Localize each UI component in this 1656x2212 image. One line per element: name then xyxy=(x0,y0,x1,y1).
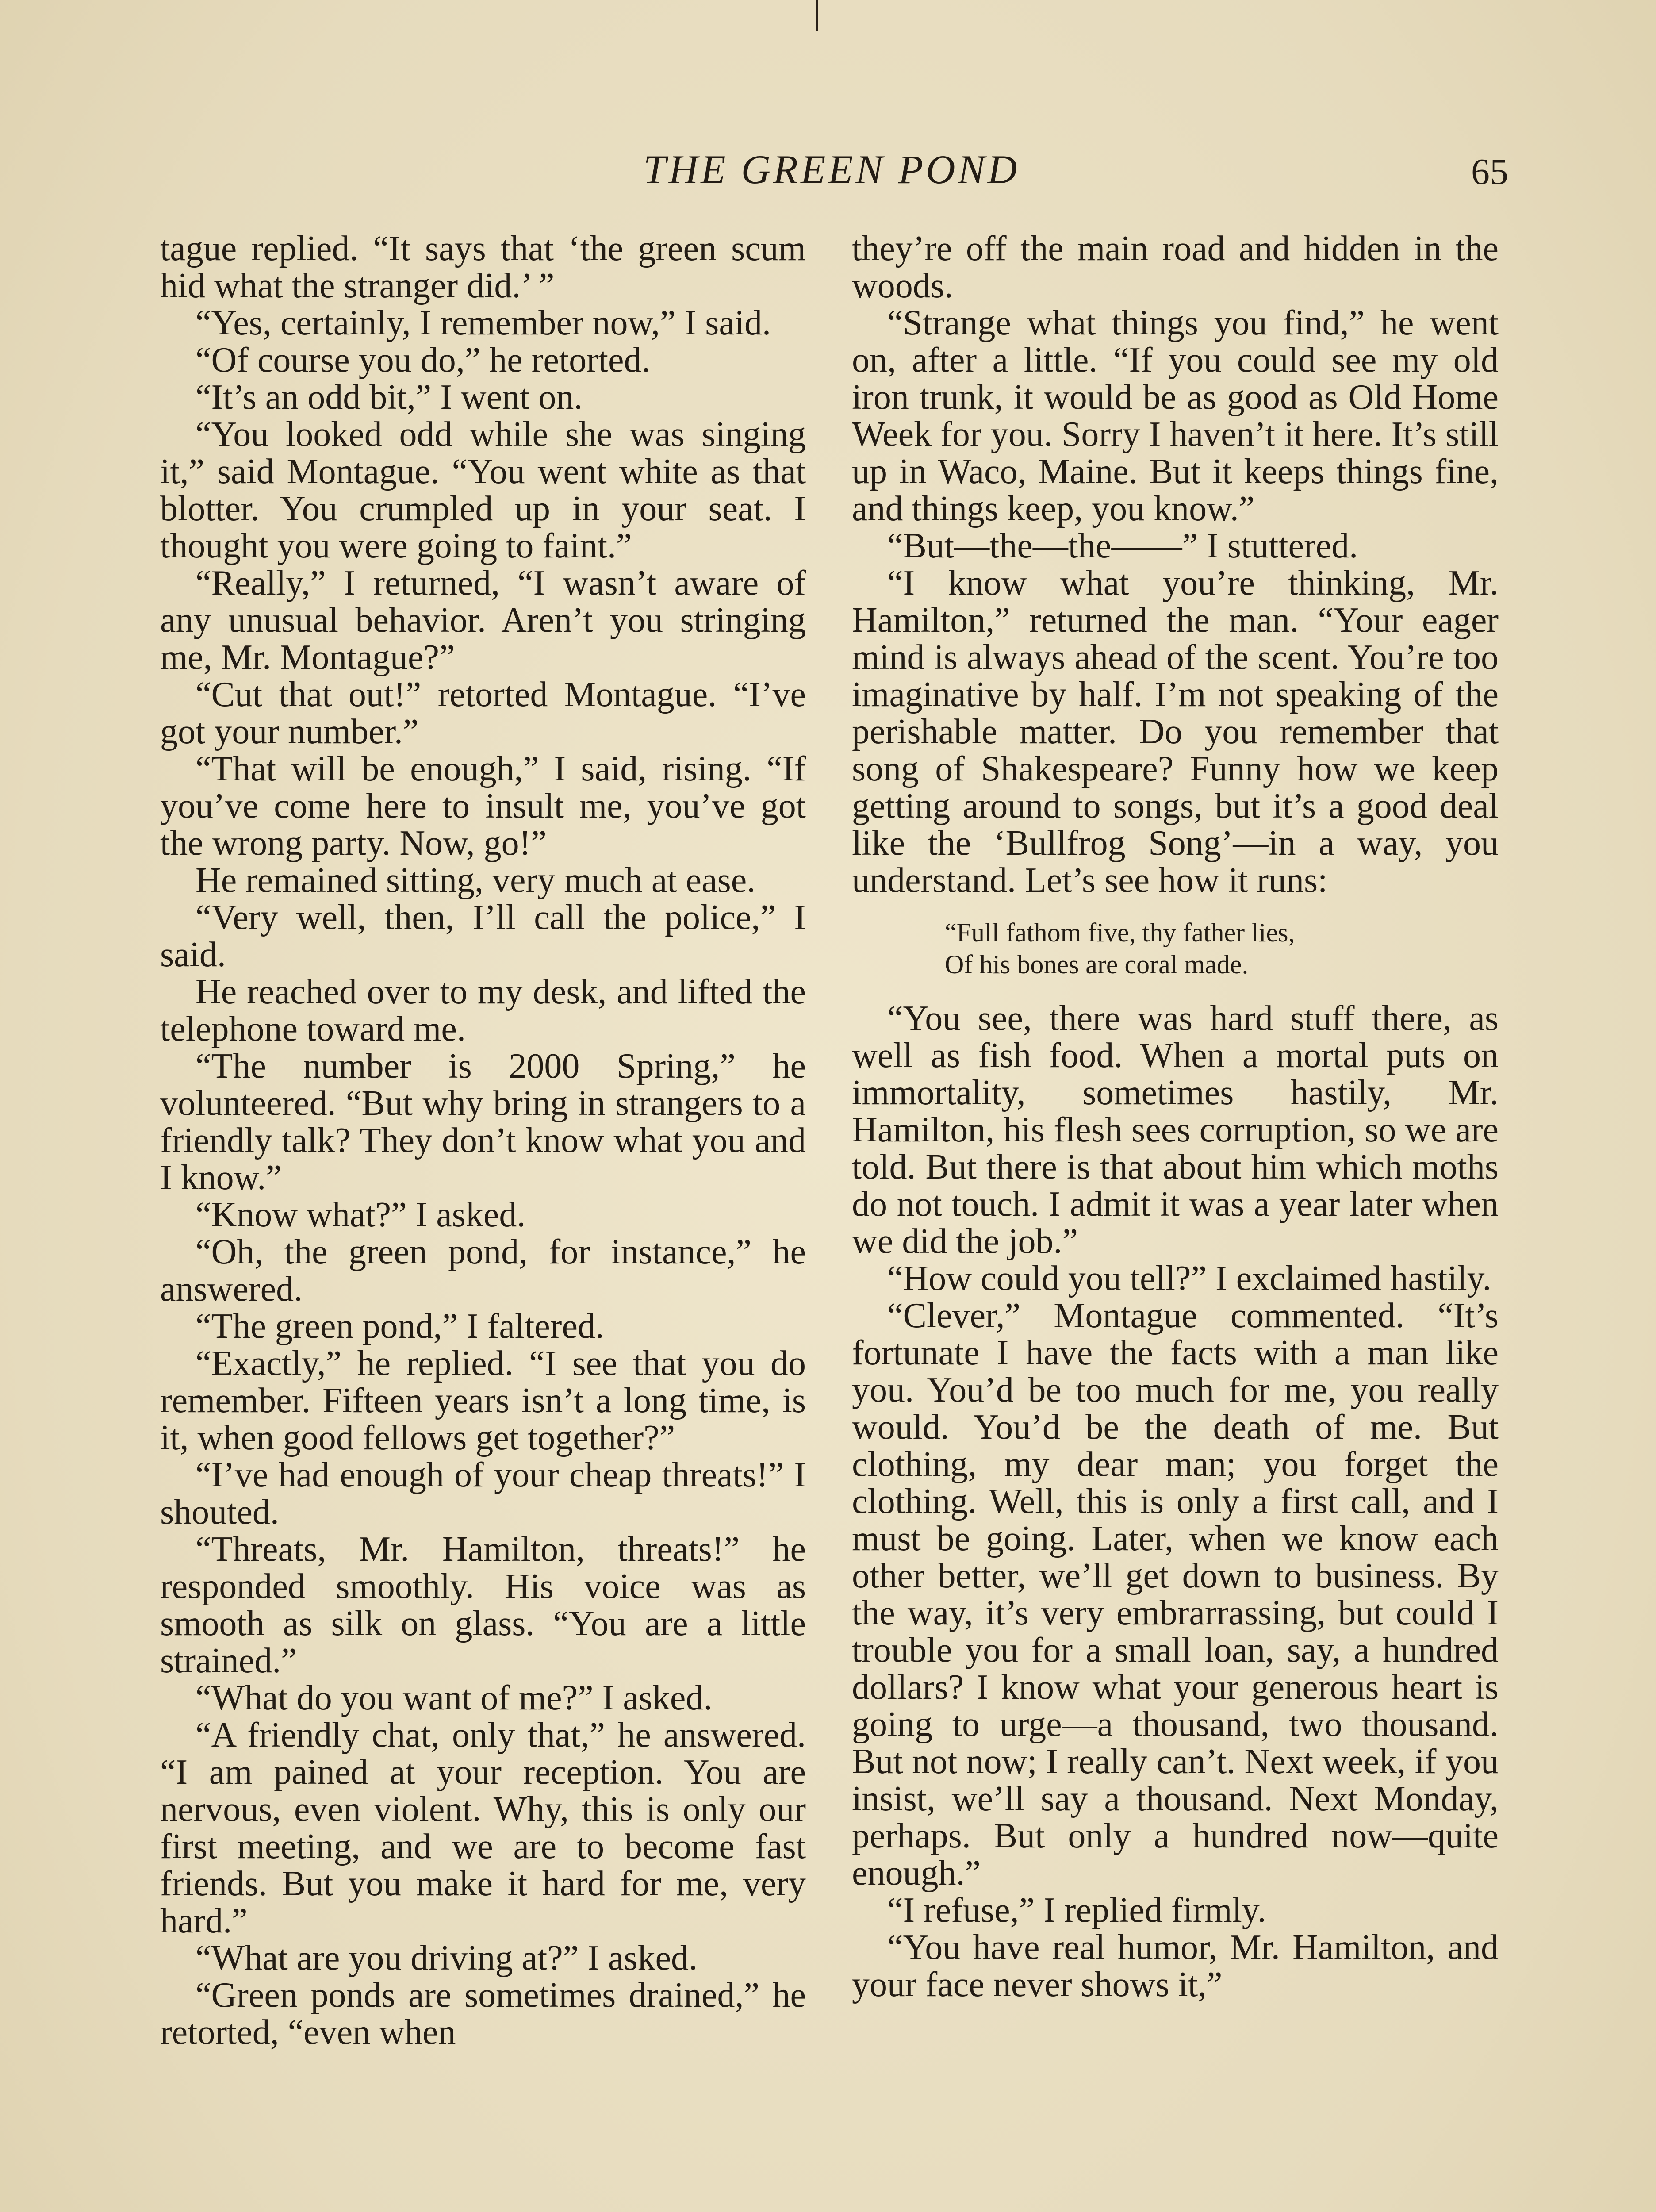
paragraph: He remained sitting, very much at ease. xyxy=(196,861,756,900)
paragraph: “Oh, the green pond, for instance,” he answered. xyxy=(160,1233,806,1309)
running-header-title: THE GREEN POND xyxy=(643,147,1020,192)
paragraph: “That will be enough,” I said, rising. “If you’ve come here to insult me, you’ve got the wrong party. Now, go!” xyxy=(160,749,806,863)
verse-quote xyxy=(852,917,1499,980)
paragraph: they’re off the main road and hidden in the woods. xyxy=(852,229,1499,305)
paragraph: “Very well, then, I’ll call the police,” I said. xyxy=(160,898,806,974)
paragraph: “You have real humor, Mr. Hamilton, and your face never shows it,” xyxy=(852,1928,1499,2004)
paragraph: “I know what you’re thinking, Mr. Hamilton,” returned the man. “Your eager mind is always ahead of the scent. You’re too imaginative by half. I’m not speaking of the perishable matter. Do you remember that song of Shakespeare? Funny how we keep getting around to songs, but it’s a good deal like the ‘Bullfrog Song’—in a way, you understand. Let’s see how it runs: xyxy=(852,564,1499,900)
paragraph: “Of course you do,” he retorted. xyxy=(196,341,651,380)
right-column xyxy=(852,230,1499,2003)
paragraph: “Exactly,” he replied. “I see that you do remember. Fifteen years isn’t a long time, is it, when good fellows get together?” xyxy=(160,1344,806,1457)
paragraph: “You see, there was hard stuff there, as well as fish food. When a mortal puts on immortality, sometimes hastily, Mr. Hamilton, his flesh sees corruption, so we are told. But there is that about him which moths do not touch. I admit it was a year later when we did the job.” xyxy=(852,999,1499,1261)
verse-line: “Full fathom five, thy father lies, xyxy=(945,918,1295,947)
paragraph: “You looked odd while she was singing it,” said Montague. “You went white as that blotter. You crumpled up in your seat. I thought you were going to faint.” xyxy=(160,415,806,565)
paragraph: tague replied. “It says that ‘the green scum hid what the stranger did.’ ” xyxy=(160,229,806,305)
left-column xyxy=(160,230,806,2051)
paragraph: “Clever,” Montague commented. “It’s fortunate I have the facts with a man like you. You’d be too much for me, you really would. You’d be the death of me. But clothing, my dear man; you forget the clothing. Well, this is only a first call, and I must be going. Later, when we know each other better, we’ll get down to business. By the way, it’s very embrarrassing, but could I trouble you for a small loan, say, a hundred dollars? I know what your generous heart is going to urge—a thousand, two thousand. But not now; I really can’t. Next week, if you insist, we’ll say a thousand. Next Monday, perhaps. But only a hundred now—quite enough.” xyxy=(852,1296,1499,1893)
paragraph: “I refuse,” I replied firmly. xyxy=(887,1891,1266,1930)
verse-line: Of his bones are coral made. xyxy=(945,950,1249,979)
paragraph: “I’ve had enough of your cheap threats!” I shouted. xyxy=(160,1455,806,1532)
paragraph: “Threats, Mr. Hamilton, threats!” he responded smoothly. His voice was as smooth as silk on glass. “You are a little strained.” xyxy=(160,1530,806,1680)
paragraph: “It’s an odd bit,” I went on. xyxy=(196,378,583,417)
paragraph: “But—the—the——” I stuttered. xyxy=(887,526,1358,565)
paragraph: “Cut that out!” retorted Montague. “I’ve got your number.” xyxy=(160,675,806,751)
page-number: 65 xyxy=(1471,151,1508,192)
paragraph: “Green ponds are sometimes drained,” he retorted, “even when xyxy=(160,1976,806,2052)
paragraph: He reached over to my desk, and lifted the telephone toward me. xyxy=(160,972,806,1048)
paragraph: “What do you want of me?” I asked. xyxy=(196,1678,713,1717)
fold-mark xyxy=(816,0,818,31)
paragraph: “How could you tell?” I exclaimed hastily. xyxy=(887,1259,1491,1298)
paragraph: “Know what?” I asked. xyxy=(196,1195,526,1234)
paragraph: “Really,” I returned, “I wasn’t aware of any unusual behavior. Aren’t you stringing me, Mr. Montague?” xyxy=(160,564,806,677)
paragraph: “Strange what things you find,” he went on, after a little. “If you could see my old iron trunk, it would be as good as Old Home Week for you. Sorry I haven’t it here. It’s still up in Waco, Maine. But it keeps things fine, and things keep, you know.” xyxy=(852,303,1499,528)
paragraph: “The number is 2000 Spring,” he volunteered. “But why bring in strangers to a friendly talk? They don’t know what you and I know.” xyxy=(160,1047,806,1197)
paragraph: “The green pond,” I faltered. xyxy=(196,1307,604,1346)
paragraph: “What are you driving at?” I asked. xyxy=(196,1939,698,1978)
paragraph: “A friendly chat, only that,” he answered. “I am pained at your reception. You are nervous, even violent. Why, this is only our first meeting, and we are to become fast friends. But you make it hard for me, very hard.” xyxy=(160,1716,806,1940)
paragraph: “Yes, certainly, I remember now,” I said. xyxy=(196,303,771,342)
